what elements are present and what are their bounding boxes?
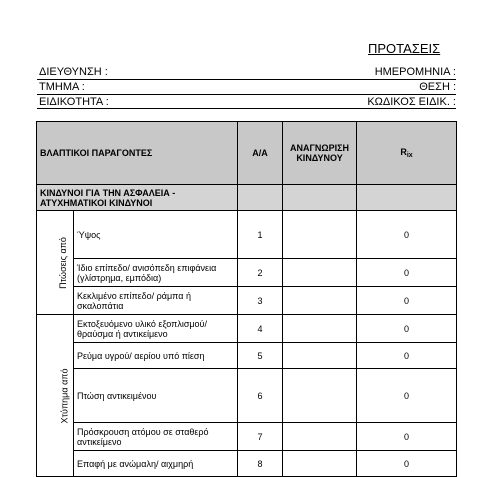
section-title: ΚΙΝΔΥΝΟΙ ΓΙΑ ΤΗΝ ΑΣΦΑΛΕΙΑ - ΑΤΥΧΗΜΑΤΙΚΟΙ ΚΙΝΔΥΝΟΙ — [37, 185, 238, 211]
recognition-cell[interactable] — [283, 315, 357, 343]
factor-label: Ρεύμα υγρού/ αερίου υπό πίεση — [74, 343, 238, 369]
aa-value: 2 — [238, 259, 283, 287]
factor-label: Ίδιο επίπεδο/ ανισόπεδη επιφάνεια (γλίστρημα, εμπόδια) — [74, 259, 238, 287]
table-row — [37, 423, 457, 451]
rix-value: 0 — [357, 423, 457, 451]
aa-value: 8 — [238, 451, 283, 477]
factor-label: Επαφή με ανώμαλη/ αιχμηρή — [74, 451, 238, 477]
rix-value: 0 — [357, 259, 457, 287]
table-row — [37, 315, 457, 343]
rix-value: 0 — [357, 287, 457, 315]
column-header-factors: ΒΛΑΠΤΙΚΟΙ ΠΑΡΑΓΟΝΤΕΣ — [37, 122, 238, 185]
specialty-label: ΕΙΔΙΚΟΤΗΤΑ : — [39, 96, 109, 108]
recognition-cell[interactable] — [283, 343, 357, 369]
aa-value: 7 — [238, 423, 283, 451]
factor-label: Κεκλιμένο επίπεδο/ ράμπα ή σκαλοπάτια — [74, 287, 238, 315]
table-row — [37, 211, 457, 259]
section-row — [37, 185, 457, 211]
rix-sub: ix — [406, 152, 413, 159]
recognition-cell[interactable] — [283, 369, 357, 423]
header-divider — [37, 79, 456, 80]
rix-value: 0 — [357, 369, 457, 423]
date-label: ΗΜΕΡΟΜΗΝΙΑ : — [374, 66, 456, 78]
group-label-text: Πτώσεις από — [57, 236, 68, 289]
table-row — [37, 451, 457, 477]
header-divider — [37, 94, 456, 95]
factor-label: Εκτοξευόμενο υλικό εξοπλισμού/ θραύσμα ή αντικείμενο — [74, 315, 238, 343]
header-divider — [37, 108, 456, 109]
column-header-rix — [357, 122, 457, 185]
rix-value: 0 — [357, 315, 457, 343]
group-label-strikes — [37, 315, 74, 477]
aa-value: 4 — [238, 315, 283, 343]
rix-value: 0 — [357, 343, 457, 369]
group-label-falls — [37, 211, 74, 315]
recognition-cell[interactable] — [283, 259, 357, 287]
group-label-text: Χτύπημα από — [59, 367, 70, 424]
department-label: ΤΜΗΜΑ : — [39, 81, 85, 93]
recognition-cell[interactable] — [283, 451, 357, 477]
aa-value: 5 — [238, 343, 283, 369]
rix-value: 0 — [357, 211, 457, 259]
table-row — [37, 259, 457, 287]
page-title: ΠΡΟΤΑΣΕΙΣ — [368, 41, 441, 56]
recognition-cell[interactable] — [283, 287, 357, 315]
risk-assessment-table — [36, 121, 457, 477]
column-header-aa: Α/Α — [238, 122, 283, 185]
column-header-recognition: ΑΝΑΓΝΩΡΙΣΗ ΚΙΝΔΥΝΟΥ — [283, 122, 357, 185]
rix-value: 0 — [357, 451, 457, 477]
table-row — [37, 287, 457, 315]
direction-label: ΔΙΕΥΘΥΝΣΗ : — [39, 66, 108, 78]
aa-value: 1 — [238, 211, 283, 259]
table-row — [37, 343, 457, 369]
recognition-cell[interactable] — [283, 211, 357, 259]
aa-value: 3 — [238, 287, 283, 315]
recognition-cell[interactable] — [283, 423, 357, 451]
factor-label: Πτώση αντικειμένου — [74, 369, 238, 423]
rix-main: R — [400, 147, 407, 157]
position-label: ΘΕΣΗ : — [419, 81, 456, 93]
table-row — [37, 369, 457, 423]
table-header-row — [37, 122, 457, 185]
specialty-code-label: ΚΩΔΙΚΟΣ ΕΙΔΙΚ. : — [367, 96, 456, 108]
aa-value: 6 — [238, 369, 283, 423]
factor-label: Πρόσκρουση ατόμου σε σταθερό αντικείμενο — [74, 423, 238, 451]
factor-label: Ύψος — [74, 211, 238, 259]
